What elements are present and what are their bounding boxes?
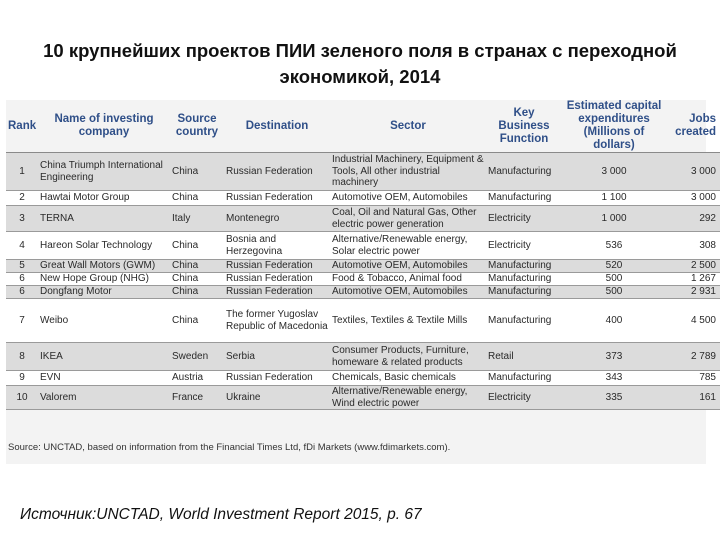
cell-source-country: Sweden <box>170 343 224 371</box>
cell-source-country: China <box>170 273 224 286</box>
cell-source-country: Austria <box>170 371 224 386</box>
cell-company: Hawtai Motor Group <box>38 191 170 206</box>
cell-sector: Industrial Machinery, Equipment & Tools, All other industrial machinery <box>330 153 486 191</box>
cell-company: IKEA <box>38 343 170 371</box>
header-capital-expenditures: Estimated capital expenditures (Millions of dollars) <box>562 100 666 153</box>
cell-company: Dongfang Motor <box>38 286 170 299</box>
cell-capital-expenditures: 536 <box>562 232 666 260</box>
cell-company: New Hope Group (NHG) <box>38 273 170 286</box>
cell-rank: 2 <box>6 191 38 206</box>
cell-sector: Food & Tobacco, Animal food <box>330 273 486 286</box>
cell-jobs-created: 3 000 <box>666 191 720 206</box>
cell-jobs-created: 161 <box>666 386 720 410</box>
cell-rank: 9 <box>6 371 38 386</box>
table-row <box>6 232 720 260</box>
cell-capital-expenditures: 1 100 <box>562 191 666 206</box>
table-header-row <box>6 100 720 153</box>
source-note: Source: UNCTAD, based on information from the Financial Times Ltd, fDi Markets (www.fdimarkets.com). <box>8 442 451 453</box>
table-row <box>6 191 720 206</box>
slide-title: 10 крупнейших проектов ПИИ зеленого поля в странах с переходной экономикой, 2014 <box>43 40 677 87</box>
cell-destination: Russian Federation <box>224 153 330 191</box>
cell-source-country: China <box>170 232 224 260</box>
cell-rank: 1 <box>6 153 38 191</box>
cell-company: Hareon Solar Technology <box>38 232 170 260</box>
cell-company: Valorem <box>38 386 170 410</box>
cell-business-function: Electricity <box>486 386 562 410</box>
cell-jobs-created: 292 <box>666 206 720 232</box>
cell-destination: Russian Federation <box>224 273 330 286</box>
cell-business-function: Manufacturing <box>486 299 562 343</box>
cell-destination: Serbia <box>224 343 330 371</box>
cell-rank: 6 <box>6 273 38 286</box>
table-row <box>6 371 720 386</box>
cell-destination: Montenegro <box>224 206 330 232</box>
cell-source-country: Italy <box>170 206 224 232</box>
cell-business-function: Retail <box>486 343 562 371</box>
cell-capital-expenditures: 520 <box>562 260 666 273</box>
cell-destination: Russian Federation <box>224 191 330 206</box>
cell-destination: Ukraine <box>224 386 330 410</box>
cell-capital-expenditures: 1 000 <box>562 206 666 232</box>
cell-sector: Automotive OEM, Automobiles <box>330 286 486 299</box>
table-row <box>6 386 720 410</box>
cell-jobs-created: 785 <box>666 371 720 386</box>
cell-rank: 6 <box>6 286 38 299</box>
table-row <box>6 343 720 371</box>
header-source-country: Source country <box>170 100 224 153</box>
cell-business-function: Manufacturing <box>486 273 562 286</box>
cell-destination: The former Yugoslav Republic of Macedonia <box>224 299 330 343</box>
header-company: Name of investing company <box>38 100 170 153</box>
cell-business-function: Electricity <box>486 206 562 232</box>
source-caption: Источник:UNCTAD, World Investment Report 2015, p. 67 <box>20 506 422 523</box>
header-destination: Destination <box>224 100 330 153</box>
cell-rank: 10 <box>6 386 38 410</box>
table-body <box>6 153 720 410</box>
header-rank: Rank <box>6 100 38 153</box>
cell-company: China Triumph International Engineering <box>38 153 170 191</box>
fdi-projects-table <box>6 100 720 410</box>
cell-capital-expenditures: 343 <box>562 371 666 386</box>
cell-sector: Coal, Oil and Natural Gas, Other electric power generation <box>330 206 486 232</box>
cell-jobs-created: 1 267 <box>666 273 720 286</box>
cell-rank: 4 <box>6 232 38 260</box>
cell-sector: Chemicals, Basic chemicals <box>330 371 486 386</box>
cell-sector: Automotive OEM, Automobiles <box>330 191 486 206</box>
table-row <box>6 206 720 232</box>
cell-rank: 3 <box>6 206 38 232</box>
table-row <box>6 153 720 191</box>
cell-rank: 8 <box>6 343 38 371</box>
cell-jobs-created: 4 500 <box>666 299 720 343</box>
cell-destination: Bosnia and Herzegovina <box>224 232 330 260</box>
cell-capital-expenditures: 500 <box>562 273 666 286</box>
cell-sector: Alternative/Renewable energy, Wind electric power <box>330 386 486 410</box>
cell-business-function: Manufacturing <box>486 260 562 273</box>
cell-sector: Textiles, Textiles & Textile Mills <box>330 299 486 343</box>
cell-rank: 5 <box>6 260 38 273</box>
cell-jobs-created: 308 <box>666 232 720 260</box>
header-sector: Sector <box>330 100 486 153</box>
cell-jobs-created: 2 931 <box>666 286 720 299</box>
cell-business-function: Manufacturing <box>486 371 562 386</box>
cell-company: Great Wall Motors (GWM) <box>38 260 170 273</box>
cell-capital-expenditures: 400 <box>562 299 666 343</box>
cell-company: Weibo <box>38 299 170 343</box>
cell-jobs-created: 3 000 <box>666 153 720 191</box>
cell-capital-expenditures: 500 <box>562 286 666 299</box>
cell-rank: 7 <box>6 299 38 343</box>
cell-business-function: Manufacturing <box>486 153 562 191</box>
cell-jobs-created: 2 500 <box>666 260 720 273</box>
table-row <box>6 299 720 343</box>
cell-business-function: Electricity <box>486 232 562 260</box>
cell-source-country: China <box>170 260 224 273</box>
cell-destination: Russian Federation <box>224 286 330 299</box>
table-row <box>6 260 720 273</box>
table-row <box>6 273 720 286</box>
cell-sector: Alternative/Renewable energy, Solar electric power <box>330 232 486 260</box>
cell-business-function: Manufacturing <box>486 286 562 299</box>
cell-business-function: Manufacturing <box>486 191 562 206</box>
fdi-table-container <box>6 100 716 464</box>
cell-source-country: China <box>170 299 224 343</box>
cell-jobs-created: 2 789 <box>666 343 720 371</box>
cell-destination: Russian Federation <box>224 371 330 386</box>
cell-company: TERNA <box>38 206 170 232</box>
cell-destination: Russian Federation <box>224 260 330 273</box>
cell-capital-expenditures: 373 <box>562 343 666 371</box>
cell-capital-expenditures: 335 <box>562 386 666 410</box>
header-jobs-created: Jobs created <box>666 100 720 153</box>
table-row <box>6 286 720 299</box>
cell-capital-expenditures: 3 000 <box>562 153 666 191</box>
cell-sector: Consumer Products, Furniture, homeware & related products <box>330 343 486 371</box>
cell-company: EVN <box>38 371 170 386</box>
cell-source-country: France <box>170 386 224 410</box>
cell-source-country: China <box>170 191 224 206</box>
cell-source-country: China <box>170 153 224 191</box>
header-business-function: Key Business Function <box>486 100 562 153</box>
cell-sector: Automotive OEM, Automobiles <box>330 260 486 273</box>
cell-source-country: China <box>170 286 224 299</box>
